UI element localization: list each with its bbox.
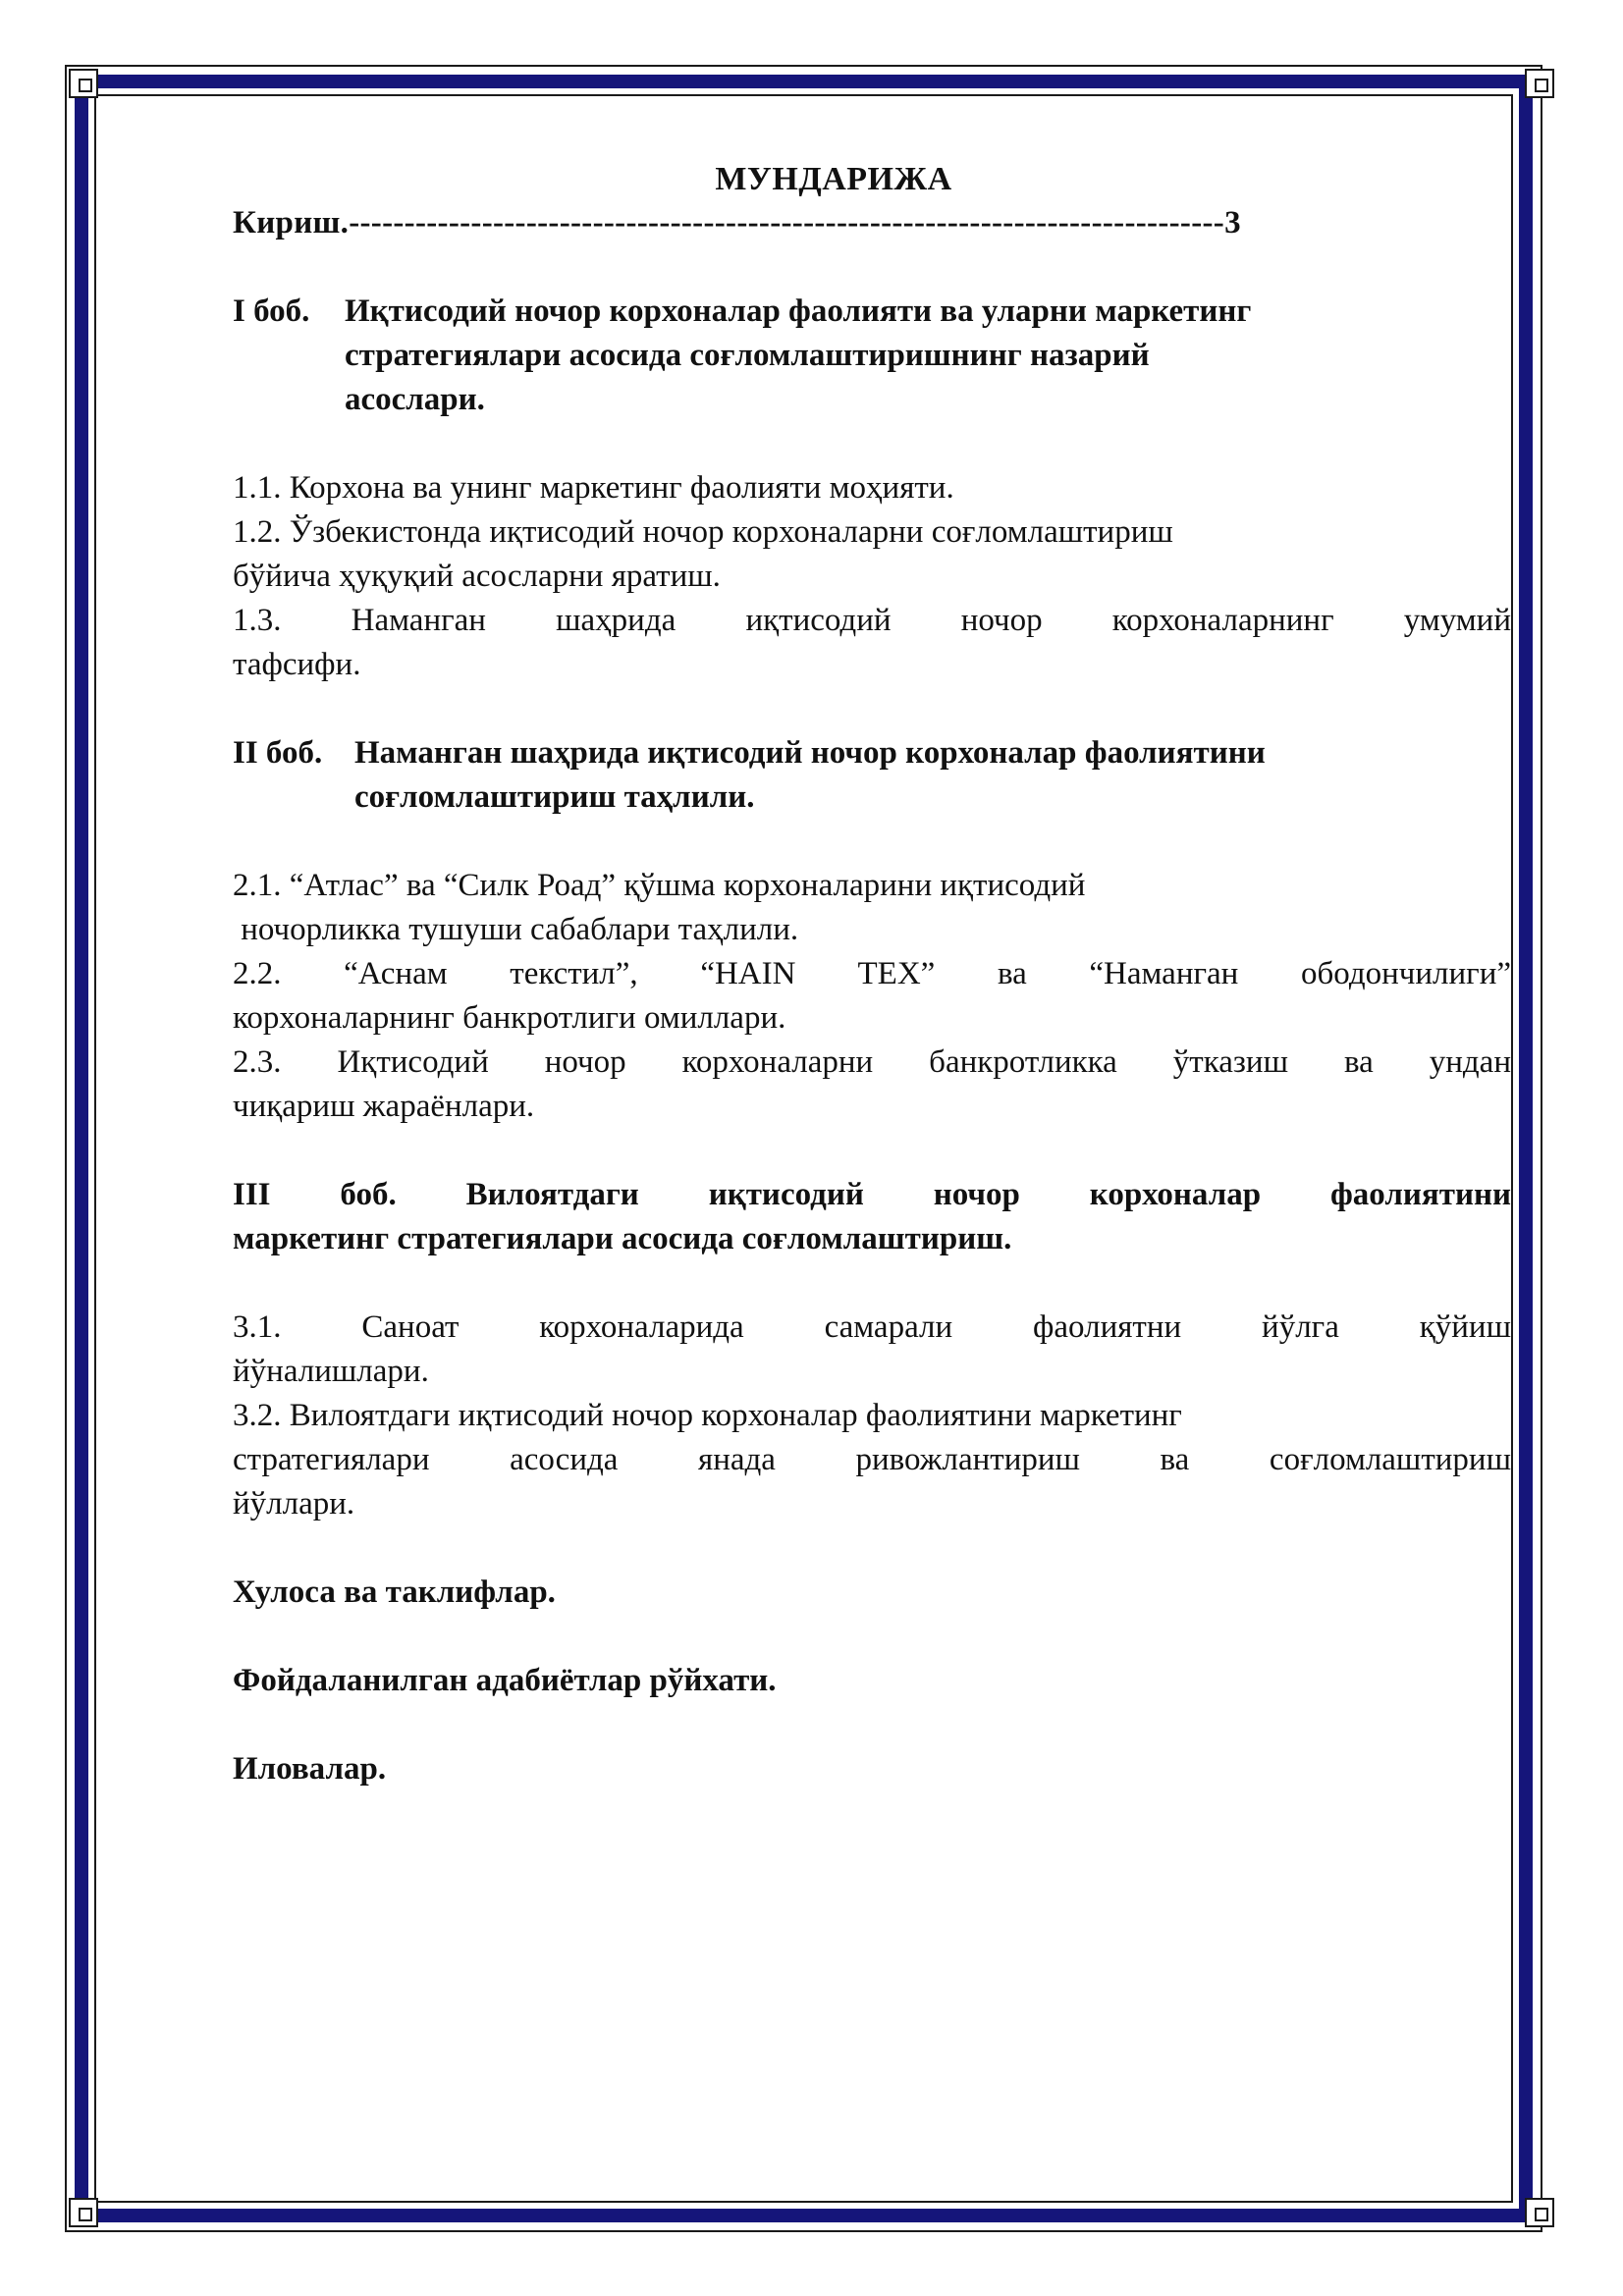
chapter-2-heading [233,731,1491,820]
table-of-contents [233,157,1513,1791]
toc-section-2-3: 2.3. Иқтисодий ночор корхоналарни банкротликка ўтказиш ва ундан [233,1044,1511,1080]
page-title: МУНДАРИЖА [715,161,952,197]
toc-entry-references: Фойдаланилган адабиётлар рўйхати. [233,1663,777,1698]
toc-section-1-3-cont: тафсифи. [233,647,361,682]
toc-section-3-2-cont: стратегиялари асосида янада ривожлантириш ва соғломлаштириш [233,1442,1511,1477]
toc-section-1-2: 1.2. Ўзбекистонда иқтисодий ночор корхоналарни соғломлаштириш [233,514,1173,550]
chapter-3-title-line: маркетинг стратегиялари асосида соғломлаштириш. [233,1221,1012,1256]
chapter-3-heading [233,1173,1511,1261]
chapter-2-title-line: соғломлаштириш таҳлили. [354,779,755,815]
chapter-1-heading [233,290,1491,422]
chapter-2-number: II боб. [233,735,323,771]
toc-entry-conclusion: Хулоса ва таклифлар. [233,1575,556,1610]
chapter-3-sections [233,1306,1511,1526]
toc-section-2-3-cont: чиқариш жараёнлари. [233,1089,535,1124]
toc-section-3-1: 3.1. Саноат корхоналарида самарали фаолиятни йўлга қўйиш [233,1309,1511,1345]
toc-section-1-2-cont: бўйича ҳуқуқий асосларни яратиш. [233,559,721,594]
chapter-2-title-line: Наманган шаҳрида иқтисодий ночор корхоналар фаолиятини [354,735,1266,771]
toc-section-1-1: 1.1. Корхона ва унинг маркетинг фаолияти моҳияти. [233,470,954,506]
toc-section-2-1-cont: ночорликка тушуши сабаблари таҳлили. [233,912,799,947]
border-corner-ornament [1525,2198,1554,2227]
chapter-3-title-line: III боб. Вилоятдаги иқтисодий ночор корхоналар фаолиятини [233,1177,1511,1212]
toc-section-3-2: 3.2. Вилоятдаги иқтисодий ночор корхоналар фаолиятини маркетинг [233,1398,1182,1433]
toc-section-1-3: 1.3. Наманган шаҳрида иқтисодий ночор корхоналарнинг умумий [233,603,1511,638]
chapter-1-title-line: асослари. [345,382,485,417]
border-corner-ornament [69,2198,98,2227]
toc-section-3-2-cont-2: йўллари. [233,1486,355,1522]
toc-section-2-2-cont: корхоналарнинг банкротлиги омиллари. [233,1000,786,1036]
toc-entry-intro: Кириш.-------------------------------------------------------------------------------3 [233,205,1241,240]
chapter-2-sections [233,864,1511,1129]
chapter-1-sections [233,466,1511,687]
chapter-1-number: I боб. [233,294,310,329]
chapter-1-title-line: Иқтисодий ночор корхоналар фаолияти ва уларни маркетинг [345,294,1252,329]
chapter-2-title [354,731,1491,820]
toc-section-2-1: 2.1. “Атлас” ва “Силк Роад” қўшма корхоналарини иқтисодий [233,868,1086,903]
toc-section-3-1-cont: йўналишлари. [233,1354,429,1389]
chapter-1-title [345,290,1491,422]
border-corner-ornament [69,69,98,98]
border-corner-ornament [1525,69,1554,98]
toc-section-2-2: 2.2. “Аснам текстил”, “HAIN TEX” ва “Наманган ободончилиги” [233,956,1511,991]
toc-entry-appendices: Иловалар. [233,1751,387,1787]
chapter-1-title-line: стратегиялари асосида соғломлаштиришнинг назарий [345,338,1150,373]
